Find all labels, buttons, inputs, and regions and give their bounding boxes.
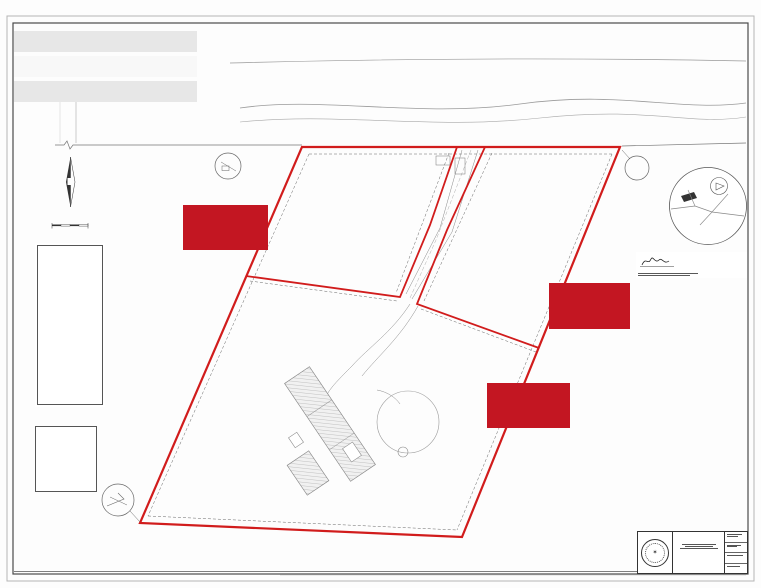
firm-tagline [673, 539, 724, 542]
surveyor-note-box [35, 426, 97, 492]
info-row-total-lot-size [14, 31, 197, 52]
legend-box [37, 245, 103, 405]
driveway-lines [327, 150, 478, 453]
location-map [670, 168, 747, 245]
info-row-utilities [14, 81, 197, 102]
firm-info-grid [725, 532, 747, 573]
graphic-scale [52, 223, 88, 229]
notes-column [636, 252, 747, 278]
building-footprint [285, 367, 408, 495]
seal-icon: ✶ [645, 543, 665, 563]
north-arrow [66, 157, 75, 207]
info-row-zoning [14, 56, 197, 77]
surveyor-seal [638, 532, 673, 573]
firm-title-block [637, 531, 748, 574]
surveyor-signature [638, 254, 747, 276]
lot3-label-box [487, 383, 570, 428]
firm-name-block [673, 532, 725, 573]
lot2-label-box [549, 283, 630, 329]
lot1-label-box [183, 205, 268, 250]
info-table [14, 31, 197, 106]
